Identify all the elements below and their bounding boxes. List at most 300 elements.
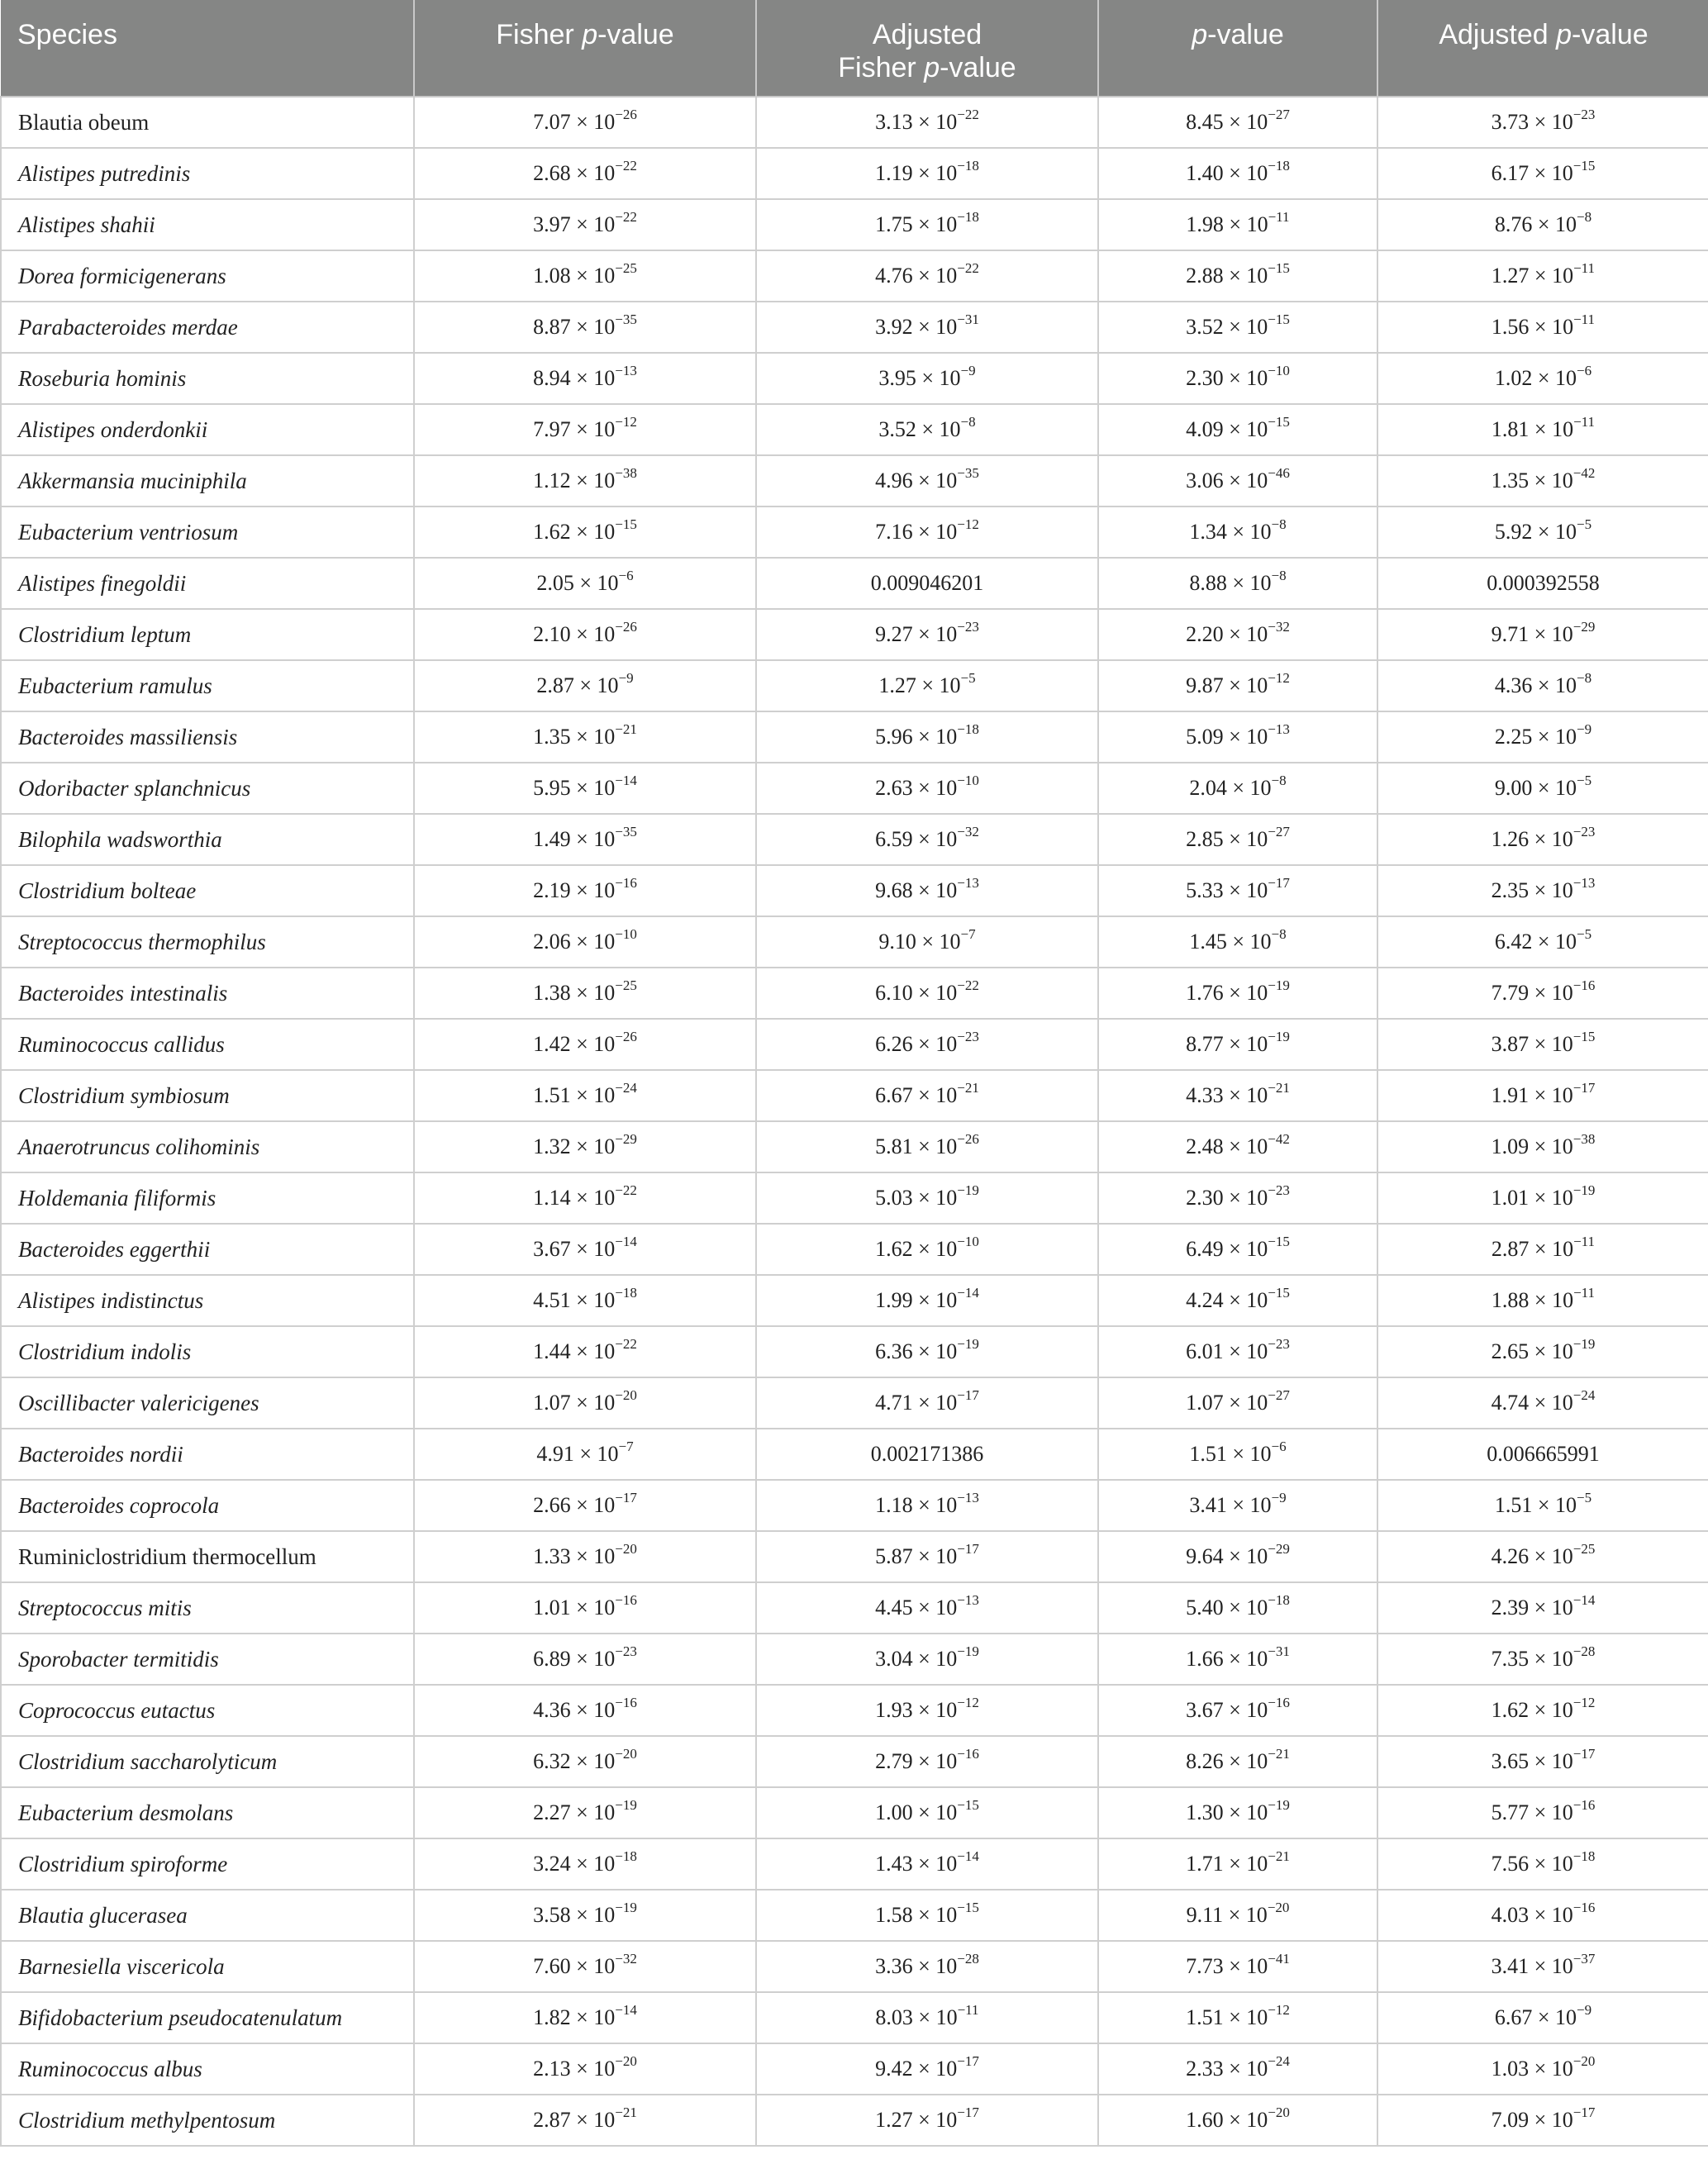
adjusted-fisher-p-value-cell <box>756 1224 1098 1275</box>
mantissa: 6.89 <box>533 1647 571 1671</box>
mantissa: 1.30 <box>1186 1800 1224 1824</box>
species-name-cell: Alistipes shahii <box>1 199 414 250</box>
times-ten: × 10 <box>570 1339 616 1363</box>
header-adjusted-fisher-p-value-line-2 <box>773 51 1081 84</box>
adjusted-p-value-cell <box>1377 1172 1708 1224</box>
exponent: −9 <box>1577 721 1592 737</box>
species-name-cell: Clostridium leptum <box>1 609 414 660</box>
times-ten: × 10 <box>1223 1852 1268 1876</box>
times-ten: × 10 <box>1223 1800 1268 1824</box>
fisher-p-value-cell <box>414 404 756 455</box>
mantissa: 1.38 <box>533 981 571 1005</box>
p-value-cell <box>1098 1941 1377 1992</box>
fisher-p-value-cell <box>414 1480 756 1531</box>
times-ten: × 10 <box>912 468 958 492</box>
p-value-cell <box>1098 250 1377 302</box>
adjusted-p-value-cell <box>1377 404 1708 455</box>
mantissa: 1.33 <box>533 1544 571 1568</box>
exponent: −13 <box>957 1592 979 1608</box>
times-ten: × 10 <box>570 776 616 800</box>
exponent: −19 <box>1572 1336 1596 1352</box>
table-row <box>1 199 1708 250</box>
exponent: −5 <box>1577 773 1592 788</box>
exponent: −11 <box>1573 1234 1596 1249</box>
adjusted-p-value-cell <box>1377 250 1708 302</box>
times-ten: × 10 <box>912 2108 958 2132</box>
exponent: −26 <box>615 107 637 122</box>
header-adjusted-fisher-p-value-line-2-text-0: Fisher <box>838 52 925 83</box>
header-adjusted-p-value-text-2: -value <box>1572 19 1649 50</box>
exponent: −17 <box>1572 1080 1596 1096</box>
fisher-p-value-cell <box>414 660 756 711</box>
adjusted-p-value-cell <box>1377 1838 1708 1890</box>
exponent: −8 <box>1271 568 1287 583</box>
exponent: −22 <box>615 209 637 225</box>
adjusted-p-value-cell <box>1377 1070 1708 1121</box>
mantissa: 1.66 <box>1186 1647 1224 1671</box>
exponent: −26 <box>615 619 637 635</box>
mantissa: 1.62 <box>533 520 571 544</box>
exponent: −15 <box>1268 1234 1290 1249</box>
mantissa: 3.95 <box>878 366 916 390</box>
mantissa: 9.10 <box>878 930 916 954</box>
mantissa: 1.43 <box>875 1852 913 1876</box>
mantissa: 1.81 <box>1491 417 1530 441</box>
table-row <box>1 1172 1708 1224</box>
table-row <box>1 1582 1708 1634</box>
adjusted-p-value-cell <box>1377 968 1708 1019</box>
mantissa: 1.75 <box>875 212 913 236</box>
mantissa: 2.87 <box>536 673 574 697</box>
times-ten: × 10 <box>912 1339 958 1363</box>
times-ten: × 10 <box>570 1698 616 1722</box>
adjusted-fisher-p-value-cell <box>756 1121 1098 1172</box>
species-name-cell: Alistipes putredinis <box>1 148 414 199</box>
exponent: −22 <box>615 1336 637 1352</box>
times-ten: × 10 <box>1223 468 1268 492</box>
table-row <box>1 1736 1708 1787</box>
exponent: −22 <box>615 1182 637 1198</box>
mantissa: 2.35 <box>1491 878 1530 902</box>
exponent: −7 <box>618 1439 634 1454</box>
exponent: −5 <box>1577 516 1592 532</box>
exponent: −18 <box>615 1285 637 1301</box>
exponent: −9 <box>960 363 976 378</box>
mantissa: 6.67 <box>875 1083 913 1107</box>
species-name-cell: Ruminiclostridium thermocellum <box>1 1531 414 1582</box>
table-row <box>1 1070 1708 1121</box>
p-value-cell <box>1098 558 1377 609</box>
mantissa: 6.17 <box>1491 161 1530 185</box>
mantissa: 4.96 <box>875 468 913 492</box>
times-ten: × 10 <box>1223 161 1268 185</box>
exponent: −19 <box>957 1643 979 1659</box>
exponent: −18 <box>615 1848 637 1864</box>
mantissa: 7.79 <box>1491 981 1530 1005</box>
adjusted-p-value-cell <box>1377 199 1708 250</box>
times-ten: × 10 <box>916 366 961 390</box>
exponent: −21 <box>1268 1848 1290 1864</box>
exponent: −18 <box>1268 1592 1290 1608</box>
times-ten: × 10 <box>1529 417 1574 441</box>
times-ten: × 10 <box>1529 1749 1573 1773</box>
table-row <box>1 1019 1708 1070</box>
times-ten: × 10 <box>912 1493 958 1517</box>
mantissa: 1.34 <box>1189 520 1227 544</box>
mantissa: 2.06 <box>533 930 571 954</box>
fisher-p-value-cell <box>414 148 756 199</box>
times-ten: × 10 <box>570 468 616 492</box>
times-ten: × 10 <box>912 776 958 800</box>
exponent: −14 <box>615 773 637 788</box>
p-value-cell <box>1098 1224 1377 1275</box>
exponent: −37 <box>1572 1951 1596 1967</box>
mantissa: 1.01 <box>533 1596 571 1619</box>
times-ten: × 10 <box>570 1852 616 1876</box>
table-header <box>1 0 1708 97</box>
mantissa: 1.09 <box>1491 1134 1530 1158</box>
times-ten: × 10 <box>912 110 958 134</box>
adjusted-p-value-cell <box>1377 1787 1708 1838</box>
table-row <box>1 1480 1708 1531</box>
fisher-p-value-cell <box>414 199 756 250</box>
exponent: −23 <box>615 1643 637 1659</box>
table-row <box>1 1121 1708 1172</box>
fisher-p-value-cell <box>414 558 756 609</box>
fisher-p-value-cell <box>414 2095 756 2146</box>
header-fisher-p-value-text-2: -value <box>597 19 674 50</box>
table-row <box>1 1224 1708 1275</box>
exponent: −16 <box>957 1746 979 1762</box>
times-ten: × 10 <box>1532 725 1577 749</box>
exponent: −8 <box>960 414 976 430</box>
fisher-p-value-cell <box>414 1838 756 1890</box>
mantissa: 4.91 <box>536 1442 574 1466</box>
times-ten: × 10 <box>1529 1032 1573 1056</box>
p-value-cell <box>1098 1787 1377 1838</box>
exponent: −19 <box>1572 1182 1596 1198</box>
p-value-cell <box>1098 1992 1377 2043</box>
table-row <box>1 763 1708 814</box>
mantissa: 2.66 <box>533 1493 571 1517</box>
times-ten: × 10 <box>912 520 958 544</box>
species-name-cell: Anaerotruncus colihominis <box>1 1121 414 1172</box>
p-value-cell <box>1098 1838 1377 1890</box>
table-row <box>1 814 1708 865</box>
mantissa: 2.19 <box>533 878 571 902</box>
times-ten: × 10 <box>1223 1083 1268 1107</box>
table-row <box>1 558 1708 609</box>
table-row <box>1 1634 1708 1685</box>
adjusted-fisher-p-value-cell <box>756 302 1098 353</box>
times-ten: × 10 <box>570 1544 616 1568</box>
mantissa: 1.45 <box>1189 930 1227 954</box>
mantissa: 4.36 <box>1494 673 1533 697</box>
adjusted-fisher-p-value-cell <box>756 2043 1098 2095</box>
p-value-cell <box>1098 1634 1377 1685</box>
times-ten: × 10 <box>1223 2005 1268 2029</box>
mantissa: 3.87 <box>1491 1032 1530 1056</box>
mantissa: 3.73 <box>1491 110 1530 134</box>
times-ten: × 10 <box>573 673 619 697</box>
times-ten: × 10 <box>1529 622 1573 646</box>
times-ten: × 10 <box>912 1391 958 1415</box>
times-ten: × 10 <box>1223 622 1268 646</box>
p-value-cell <box>1098 968 1377 1019</box>
mantissa: 7.35 <box>1491 1647 1530 1671</box>
adjusted-p-value-cell <box>1377 148 1708 199</box>
species-name-cell: Bifidobacterium pseudocatenulatum <box>1 1992 414 2043</box>
times-ten: × 10 <box>912 1852 958 1876</box>
adjusted-fisher-p-value-cell <box>756 968 1098 1019</box>
adjusted-fisher-p-value-cell <box>756 1992 1098 2043</box>
mantissa: 5.92 <box>1494 520 1533 544</box>
times-ten: × 10 <box>1223 878 1268 902</box>
adjusted-p-value-cell <box>1377 916 1708 968</box>
table-row <box>1 660 1708 711</box>
exponent: −16 <box>1572 1900 1596 1915</box>
adjusted-fisher-p-value-cell <box>756 1685 1098 1736</box>
times-ten: × 10 <box>912 981 958 1005</box>
mantissa: 2.88 <box>1186 264 1224 288</box>
mantissa: 2.48 <box>1186 1134 1224 1158</box>
mantissa: 3.67 <box>1186 1698 1224 1722</box>
times-ten: × 10 <box>570 1391 616 1415</box>
adjusted-fisher-p-value-cell <box>756 455 1098 507</box>
mantissa: 8.77 <box>1186 1032 1224 1056</box>
mantissa: 6.10 <box>875 981 913 1005</box>
header-fisher-p-value <box>414 0 756 97</box>
mantissa: 1.19 <box>875 161 913 185</box>
times-ten: × 10 <box>1223 1698 1268 1722</box>
adjusted-fisher-p-value-cell <box>756 404 1098 455</box>
mantissa: 8.87 <box>533 315 571 339</box>
times-ten: × 10 <box>1226 930 1272 954</box>
times-ten: × 10 <box>1223 981 1268 1005</box>
exponent: −13 <box>1268 721 1290 737</box>
p-value-cell <box>1098 148 1377 199</box>
table-row <box>1 1685 1708 1736</box>
exponent: −23 <box>1572 824 1596 839</box>
exponent: −28 <box>957 1951 979 1967</box>
mantissa: 1.26 <box>1491 827 1530 851</box>
exponent: −22 <box>957 107 979 122</box>
header-fisher-p-value-text-1: p <box>582 19 598 50</box>
table-row <box>1 916 1708 968</box>
exponent: −16 <box>1268 1695 1290 1710</box>
times-ten: × 10 <box>1226 520 1272 544</box>
mantissa: 6.01 <box>1186 1339 1224 1363</box>
adjusted-fisher-p-value-cell <box>756 558 1098 609</box>
species-name-cell: Eubacterium desmolans <box>1 1787 414 1838</box>
table-row <box>1 1326 1708 1377</box>
exponent: −16 <box>615 1592 637 1608</box>
adjusted-p-value-cell <box>1377 1890 1708 1941</box>
adjusted-p-value-cell <box>1377 2095 1708 2146</box>
times-ten: × 10 <box>1223 1749 1268 1773</box>
times-ten: × 10 <box>1529 1903 1573 1927</box>
exponent: −29 <box>1572 619 1596 635</box>
exponent: −17 <box>957 2105 979 2120</box>
exponent: −19 <box>1268 1797 1290 1813</box>
header-p-value-text-1: -value <box>1207 19 1284 50</box>
table-row <box>1 1787 1708 1838</box>
exponent: −24 <box>615 1080 637 1096</box>
adjusted-p-value-cell <box>1377 1582 1708 1634</box>
mantissa: 2.13 <box>533 2057 571 2081</box>
mantissa: 1.56 <box>1491 315 1530 339</box>
exponent: −38 <box>615 465 637 481</box>
times-ten: × 10 <box>570 1493 616 1517</box>
table-row <box>1 1941 1708 1992</box>
exponent: −20 <box>615 1387 637 1403</box>
times-ten: × 10 <box>1529 1186 1573 1210</box>
mantissa: 1.71 <box>1186 1852 1224 1876</box>
mantissa: 2.65 <box>1491 1339 1530 1363</box>
exponent: −20 <box>615 1746 637 1762</box>
mantissa: 3.06 <box>1186 468 1224 492</box>
fisher-p-value-cell <box>414 1685 756 1736</box>
exponent: −17 <box>957 1387 979 1403</box>
exponent: −17 <box>957 2053 979 2069</box>
adjusted-p-value-cell <box>1377 711 1708 763</box>
times-ten: × 10 <box>570 1083 616 1107</box>
species-name-cell: Barnesiella viscericola <box>1 1941 414 1992</box>
adjusted-fisher-p-value-cell <box>756 1582 1098 1634</box>
mantissa: 1.51 <box>1189 1442 1227 1466</box>
mantissa: 3.41 <box>1491 1954 1530 1978</box>
times-ten: × 10 <box>1529 1647 1573 1671</box>
mantissa: 1.49 <box>533 827 571 851</box>
exponent: −13 <box>957 1490 979 1505</box>
times-ten: × 10 <box>570 520 616 544</box>
exponent: −20 <box>615 2053 637 2069</box>
mantissa: 2.39 <box>1491 1596 1530 1619</box>
exponent: −8 <box>1577 670 1592 686</box>
mantissa: 2.30 <box>1186 366 1224 390</box>
times-ten: × 10 <box>1529 1596 1573 1619</box>
mantissa: 6.36 <box>875 1339 913 1363</box>
mantissa: 1.58 <box>875 1903 913 1927</box>
times-ten: × 10 <box>1532 520 1577 544</box>
times-ten: × 10 <box>1532 776 1577 800</box>
mantissa: 8.26 <box>1186 1749 1224 1773</box>
species-name-cell: Alistipes finegoldii <box>1 558 414 609</box>
exponent: −15 <box>1268 414 1290 430</box>
mantissa: 1.51 <box>1186 2005 1224 2029</box>
exponent: −8 <box>1271 516 1287 532</box>
times-ten: × 10 <box>570 2057 616 2081</box>
exponent: −21 <box>1268 1080 1290 1096</box>
exponent: −27 <box>1268 107 1290 122</box>
times-ten: × 10 <box>570 622 616 646</box>
times-ten: × 10 <box>570 161 616 185</box>
mantissa: 4.24 <box>1186 1288 1224 1312</box>
mantissa: 1.03 <box>1491 2057 1530 2081</box>
times-ten: × 10 <box>570 1749 616 1773</box>
fisher-p-value-cell <box>414 1121 756 1172</box>
exponent: −24 <box>1268 2053 1290 2069</box>
times-ten: × 10 <box>573 571 619 595</box>
exponent: −17 <box>1572 1746 1596 1762</box>
adjusted-fisher-p-value-cell <box>756 148 1098 199</box>
times-ten: × 10 <box>1529 1954 1573 1978</box>
exponent: −21 <box>615 2105 637 2120</box>
exponent: −16 <box>1572 977 1596 993</box>
times-ten: × 10 <box>1223 725 1268 749</box>
species-name-cell: Eubacterium ventriosum <box>1 507 414 558</box>
exponent: −18 <box>1268 158 1290 174</box>
times-ten: × 10 <box>1529 1288 1574 1312</box>
times-ten: × 10 <box>1223 1186 1268 1210</box>
times-ten: × 10 <box>1529 1800 1573 1824</box>
header-adjusted-fisher-p-value-line-2-text-2: -value <box>940 52 1016 83</box>
fisher-p-value-cell <box>414 711 756 763</box>
times-ten: × 10 <box>1223 417 1268 441</box>
exponent: −21 <box>1268 1746 1290 1762</box>
exponent: −14 <box>957 1848 979 1864</box>
exponent: −6 <box>1271 1439 1287 1454</box>
times-ten: × 10 <box>570 110 616 134</box>
adjusted-fisher-p-value-cell <box>756 1070 1098 1121</box>
times-ten: × 10 <box>912 2005 958 2029</box>
mantissa: 3.97 <box>533 212 571 236</box>
times-ten: × 10 <box>570 1954 616 1978</box>
exponent: −12 <box>957 516 979 532</box>
mantissa: 8.88 <box>1189 571 1227 595</box>
header-fisher-p-value-text-0: Fisher <box>496 19 583 50</box>
species-name-cell: Clostridium indolis <box>1 1326 414 1377</box>
times-ten: × 10 <box>1223 1391 1268 1415</box>
header-adjusted-fisher-p-value-line-1: Adjusted <box>872 19 982 50</box>
times-ten: × 10 <box>912 622 958 646</box>
exponent: −15 <box>1572 158 1596 174</box>
p-value-cell <box>1098 1531 1377 1582</box>
mantissa: 4.45 <box>875 1596 913 1619</box>
p-value-cell <box>1098 660 1377 711</box>
mantissa: 2.27 <box>533 1800 571 1824</box>
times-ten: × 10 <box>1532 2005 1577 2029</box>
times-ten: × 10 <box>912 1903 958 1927</box>
species-name-cell: Clostridium spiroforme <box>1 1838 414 1890</box>
times-ten: × 10 <box>1529 315 1574 339</box>
p-value-cell <box>1098 711 1377 763</box>
times-ten: × 10 <box>1532 930 1577 954</box>
species-name-cell: Bacteroides intestinalis <box>1 968 414 1019</box>
adjusted-p-value-cell <box>1377 1531 1708 1582</box>
p-value-cell <box>1098 1685 1377 1736</box>
species-name-cell: Blautia glucerasea <box>1 1890 414 1941</box>
exponent: −7 <box>960 926 976 942</box>
times-ten: × 10 <box>570 264 616 288</box>
times-ten: × 10 <box>1223 1903 1268 1927</box>
exponent: −6 <box>618 568 634 583</box>
table-row <box>1 865 1708 916</box>
fisher-p-value-cell <box>414 1634 756 1685</box>
fisher-p-value-cell <box>414 1326 756 1377</box>
exponent: −15 <box>1572 1029 1596 1044</box>
mantissa: 2.30 <box>1186 1186 1224 1210</box>
mantissa: 7.73 <box>1186 1954 1224 1978</box>
exponent: −19 <box>957 1336 979 1352</box>
exponent: −8 <box>1577 209 1592 225</box>
p-value-cell <box>1098 814 1377 865</box>
fisher-p-value-cell <box>414 1070 756 1121</box>
mantissa: 6.26 <box>875 1032 913 1056</box>
mantissa: 3.04 <box>875 1647 913 1671</box>
mantissa: 1.88 <box>1491 1288 1530 1312</box>
table-row <box>1 455 1708 507</box>
